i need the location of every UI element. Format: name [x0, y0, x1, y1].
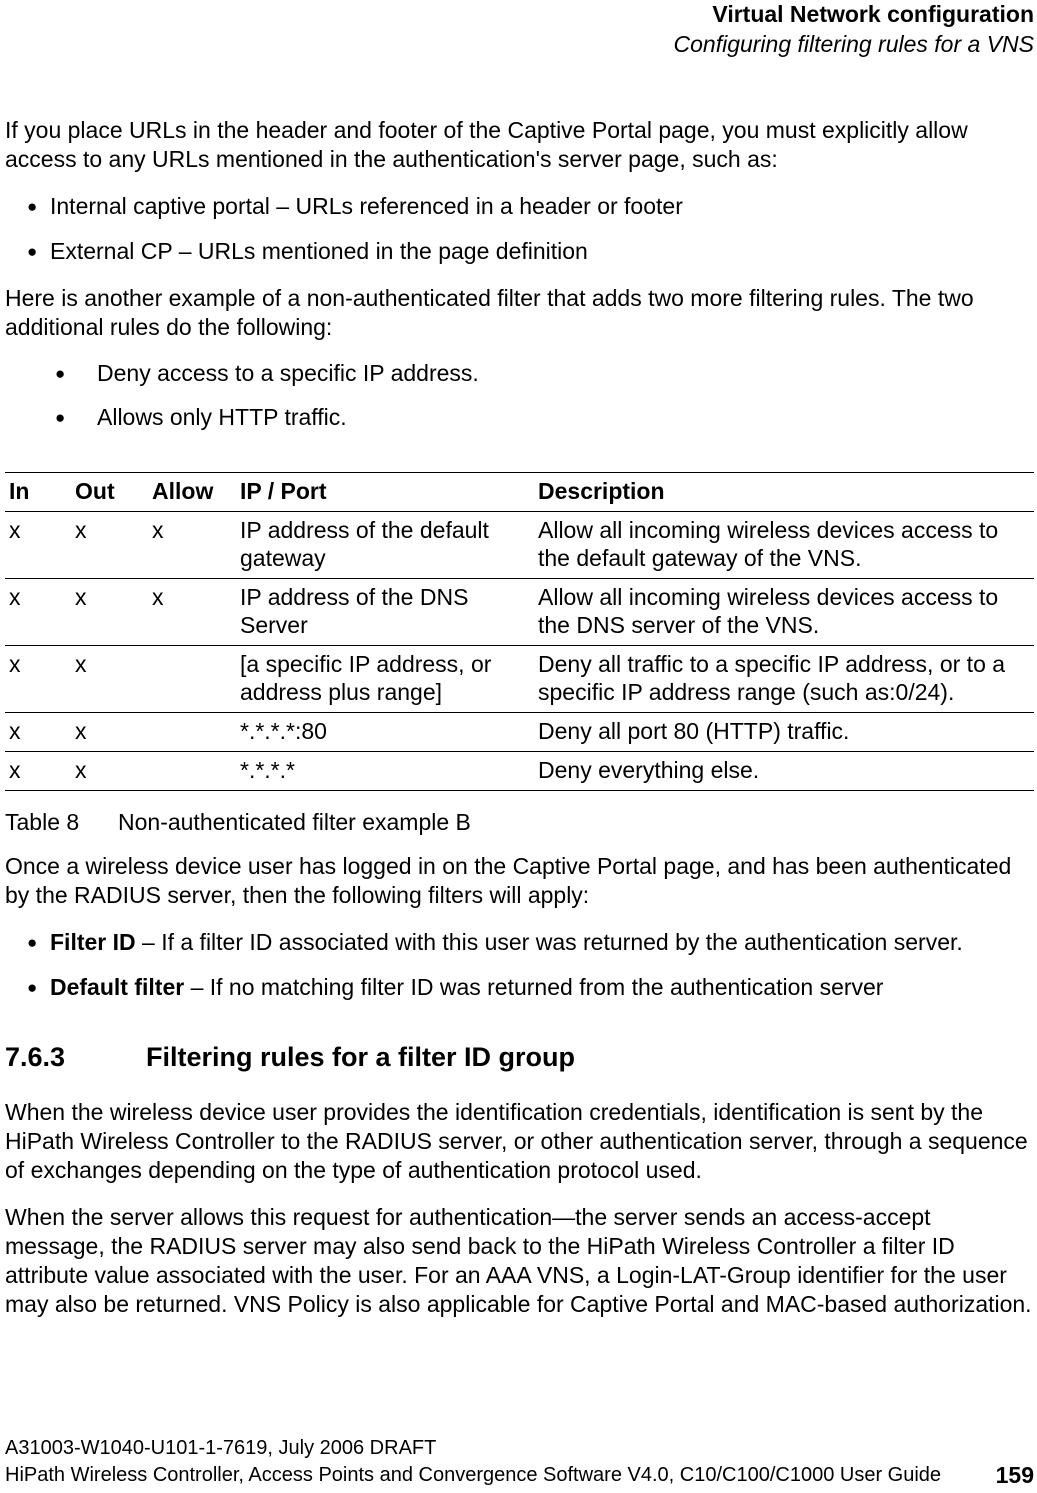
col-out: Out — [71, 473, 148, 512]
example-paragraph: Here is another example of a non-authenticated filter that adds two more filtering rules. The two additional rules do the following: — [5, 285, 974, 340]
table-caption — [5, 808, 471, 836]
table-row: x x *.*.*.* Deny everything else. — [5, 752, 1034, 791]
table-row: x x x IP address of the DNS Server Allow all incoming wireless devices access to the DNS server of the VNS. — [5, 579, 1034, 646]
page-number: 159 — [995, 1462, 1034, 1488]
bullet-icon: ● — [55, 364, 66, 383]
after-login-paragraph: Once a wireless device user has logged in on the Captive Portal page, and has been authenticated by the RADIUS server, then the following filters will apply: — [5, 853, 1012, 908]
section-subtitle: Configuring filtering rules for a VNS — [673, 31, 1034, 57]
table-number: Table 8 — [5, 809, 80, 835]
section-paragraph: When the server allows this request for authentication—the server sends an access-accept message, the RADIUS server may also send back to the HiPath Wireless Controller a filter ID attribute value associated with the user. For an AAA VNS, a Login-LAT-Group identifier for the user may also be returned. VNS Policy is also applicable for Captive Portal and MAC-based authorization. — [5, 1204, 1032, 1317]
term-filter-id: Filter ID — [50, 929, 136, 955]
table-row: x x *.*.*.*:80 Deny all port 80 (HTTP) traffic. — [5, 713, 1034, 752]
section-number: 7.6.3 — [5, 1042, 66, 1072]
table-row: x x [a specific IP address, or address plus range] Deny all traffic to a specific IP address, or to a specific IP address range (such as:0/24). — [5, 646, 1034, 713]
bullet-icon: ● — [27, 978, 38, 997]
running-header — [674, 0, 1035, 60]
col-in: In — [5, 473, 71, 512]
table-row: x x x IP address of the default gateway Allow all incoming wireless devices access to the default gateway of the VNS. — [5, 512, 1034, 579]
section-title: Filtering rules for a filter ID group — [146, 1042, 576, 1072]
term-default-filter: Default filter — [50, 974, 185, 1000]
filter-rules-table — [5, 472, 1034, 791]
chapter-title: Virtual Network configuration — [712, 1, 1034, 27]
section-paragraph: When the wireless device user provides the identification credentials, identification is sent by the HiPath Wireless Controller to the RADIUS server, or other authentication server, through a sequence of exchanges depending on the type of authentication protocol used. — [5, 1099, 1028, 1183]
col-allow: Allow — [148, 473, 236, 512]
table-caption-text: Non-authenticated filter example B — [118, 809, 471, 835]
col-description: Description — [534, 473, 1034, 512]
table-header-row — [5, 473, 1034, 512]
intro-paragraph: If you place URLs in the header and footer of the Captive Portal page, you must explicitly allow access to any URLs mentioned in the authentication's server page, such as: — [5, 117, 968, 172]
col-ip-port: IP / Port — [236, 473, 534, 512]
document-id: A31003-W1040-U101-1-7619, July 2006 DRAFT — [5, 1437, 437, 1459]
bullet-icon: ● — [27, 197, 38, 216]
guide-title: HiPath Wireless Controller, Access Points and Convergence Software V4.0, C10/C100/C1000 User Guide — [5, 1464, 942, 1486]
bullet-icon: ● — [27, 242, 38, 261]
page-footer — [5, 1435, 1034, 1489]
section-heading — [5, 1040, 575, 1074]
bullet-icon: ● — [55, 408, 66, 427]
bullet-icon: ● — [27, 933, 38, 952]
